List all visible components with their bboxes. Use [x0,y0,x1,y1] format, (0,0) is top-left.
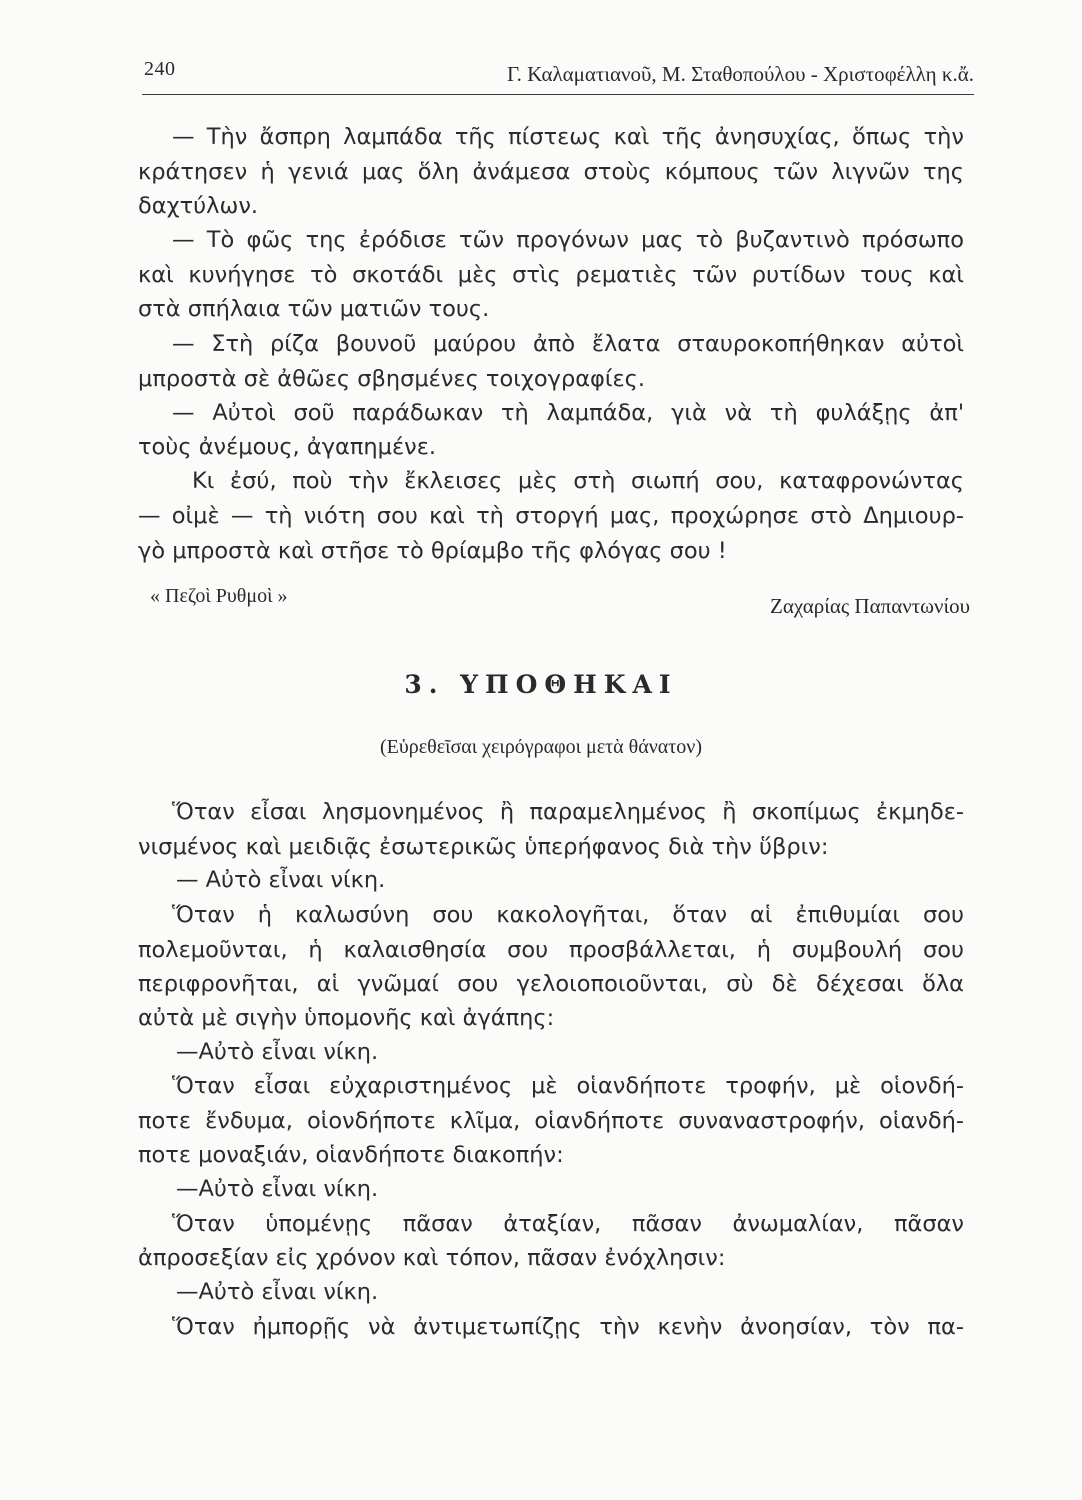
poem-line: στὰ σπήλαια τῶν ματιῶν τους. [138,296,490,322]
section-line: —Αὐτὸ εἶναι νίκη. [176,1279,379,1305]
poem-author: Ζαχαρίας Παπαντωνίου [770,594,970,618]
running-head: Γ. Καλαματιανοῦ, Μ. Σταθοπούλου - Χριστοφέλλη κ.ἄ. [506,62,974,86]
poem-line: Κι ἐσύ, ποὺ τὴν ἔκλεισες μὲς στὴ σιωπή σου, καταφρονώντας [192,468,964,494]
poem-line: — οἰμὲ — τὴ νιότη σου καὶ τὴ στοργή μας, προχώρησε στὸ Δημιουρ- [138,503,964,529]
section-line: — Αὐτὸ εἶναι νίκη. [176,867,386,893]
section-line: Ὅταν ἡ καλωσύνη σου κακολογῆται, ὅταν αἱ ἐπιθυμίαι σου [172,902,964,928]
section-subtitle: (Εὑρεθεῖσαι χειρόγραφοι μετὰ θάνατον) [380,736,702,758]
section-line: περιφρονῆται, αἱ γνῶμαί σου γελοιοποιοῦνται, σὺ δὲ δέχεσαι ὅλα [138,971,964,997]
section-line: αὐτὰ μὲ σιγὴν ὑπομονῆς καὶ ἀγάπης: [138,1005,555,1031]
section-line: Ὅταν ὑπομένῃς πᾶσαν ἀταξίαν, πᾶσαν ἀνωμαλίαν, πᾶσαν [172,1211,964,1237]
section-line: νισμένος καὶ μειδιᾷς ἐσωτερικῶς ὑπερήφανος διὰ τὴν ὕβριν: [138,834,829,860]
poem-source: « Πεζοὶ Ρυθμοὶ » [150,585,288,607]
poem-line: — Τὸ φῶς της ἐρόδισε τῶν προγόνων μας τὸ βυζαντινὸ πρόσωπο [172,227,964,253]
section-title: 3. ΥΠΟΘΗΚΑΙ [404,670,678,699]
poem-line: — Τὴν ἄσπρη λαμπάδα τῆς πίστεως καὶ τῆς ἀνησυχίας, ὅπως τὴν [172,124,964,150]
poem-line: τοὺς ἀνέμους, ἀγαπημένε. [138,434,437,460]
poem-line: μπροστὰ σὲ ἀθῶες σβησμένες τοιχογραφίες. [138,366,646,392]
section-line: ποτε ἔνδυμα, οἱονδήποτε κλῖμα, οἱανδήποτε συναναστροφήν, οἱανδή- [138,1108,964,1134]
section-line: ἀπροσεξίαν εἰς χρόνον καὶ τόπον, πᾶσαν ἐνόχλησιν: [138,1245,726,1271]
poem-line: καὶ κυνήγησε τὸ σκοτάδι μὲς στὶς ρεματιὲς τῶν ρυτίδων τους καὶ [138,262,964,288]
poem-line: δαχτύλων. [138,193,259,219]
section-line: Ὅταν ἠμπορῇς νὰ ἀντιμετωπίζῃς τὴν κενὴν ἀνοησίαν, τὸν πα- [172,1314,964,1340]
poem-line: — Στὴ ρίζα βουνοῦ μαύρου ἀπὸ ἔλατα σταυροκοπήθηκαν αὐτοὶ [172,331,964,357]
section-line: πολεμοῦνται, ἡ καλαισθησία σου προσβάλλεται, ἡ συμβουλή σου [138,937,964,963]
section-line: —Αὐτὸ εἶναι νίκη. [176,1039,379,1065]
poem-line: κράτησεν ἡ γενιά μας ὅλη ἀνάμεσα στοὺς κόμπους τῶν λιγνῶν της [138,159,964,185]
section-line: Ὅταν εἶσαι εὐχαριστημένος μὲ οἱανδήποτε τροφήν, μὲ οἱονδή- [172,1073,964,1099]
page-number: 240 [144,58,176,80]
poem-line: — Αὐτοὶ σοῦ παράδωκαν τὴ λαμπάδα, γιὰ νὰ τὴ φυλάξῃς ἀπ' [172,400,964,426]
section-line: Ὅταν εἶσαι λησμονημένος ἢ παραμελημένος ἢ σκοπίμως ἐκμηδε- [172,799,964,825]
section-line: ποτε μοναξιάν, οἱανδήποτε διακοπήν: [138,1142,564,1168]
section-line: —Αὐτὸ εἶναι νίκη. [176,1176,379,1202]
page-header [142,58,974,95]
poem-line: γὸ μπροστὰ καὶ στῆσε τὸ θρίαμβο τῆς φλόγας σου ! [138,538,727,564]
